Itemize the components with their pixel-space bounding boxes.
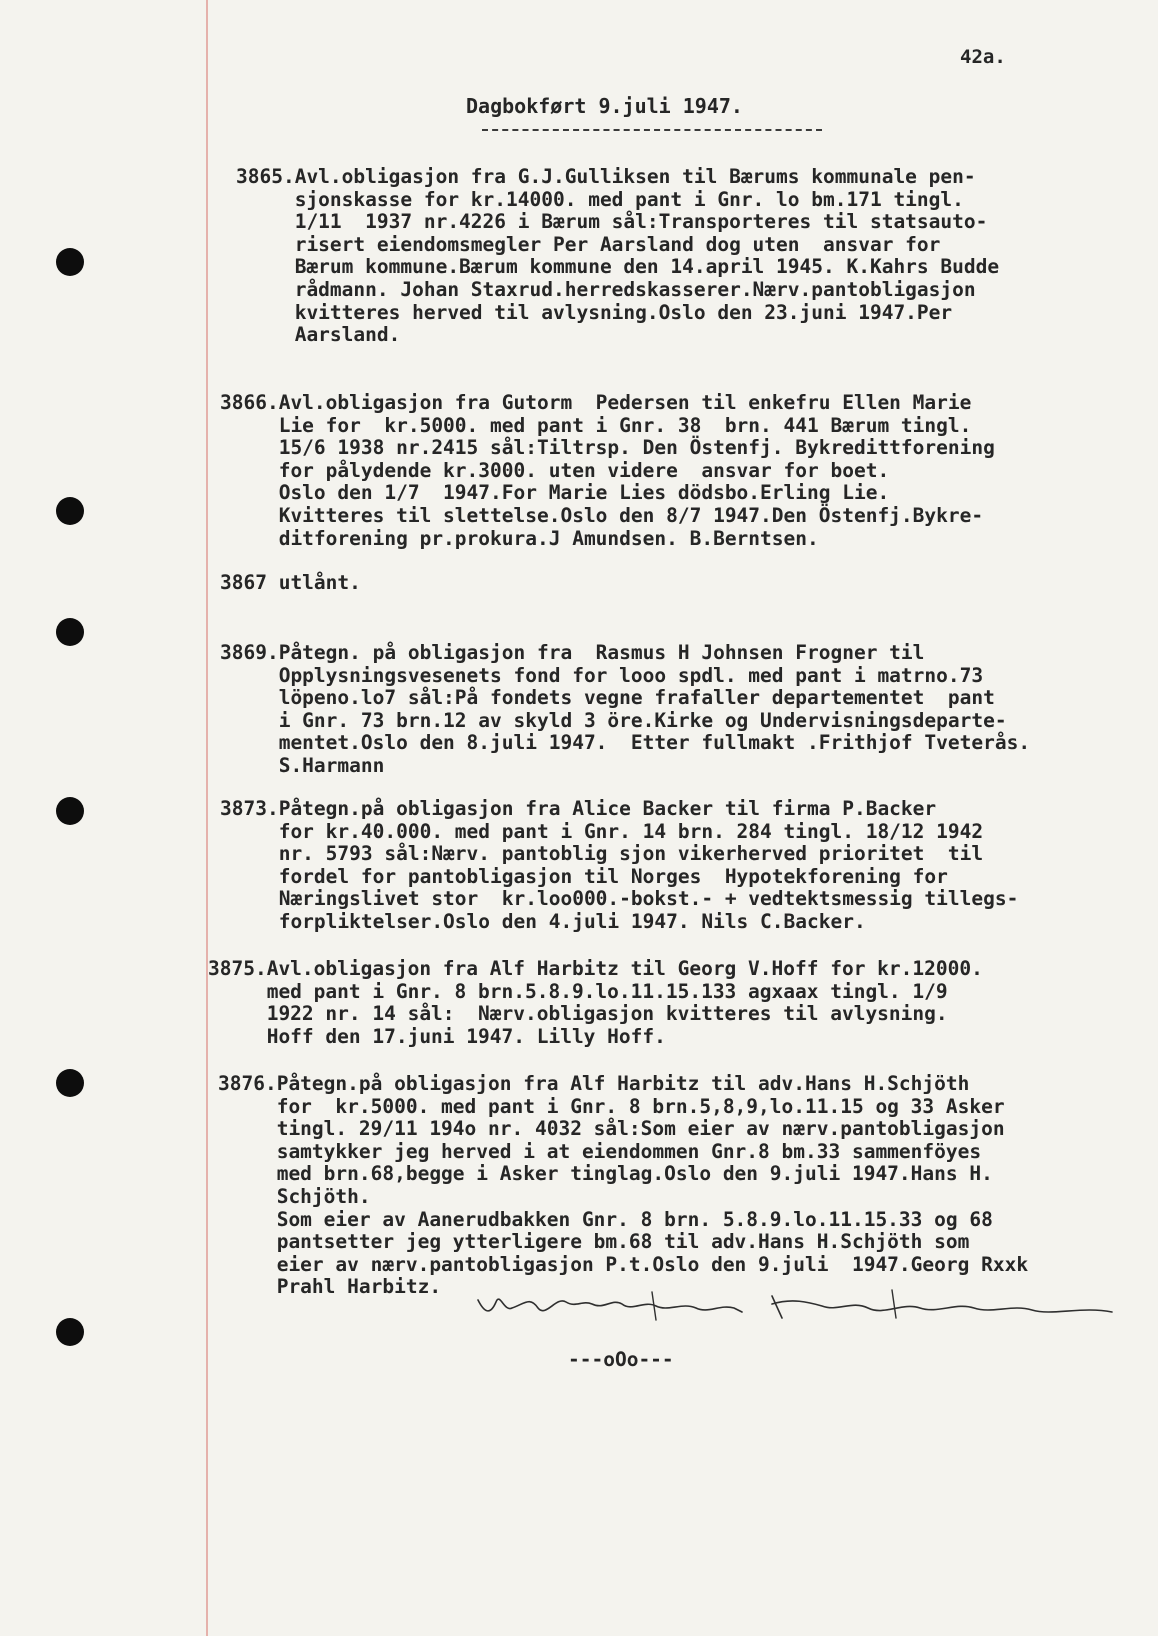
entry-3865 — [236, 166, 999, 347]
entry-line: Prahl Harbitz. — [218, 1275, 442, 1299]
entry-line: kvitteres herved til avlysning.Oslo den 23.juni 1947.Per — [236, 300, 953, 324]
binder-hole — [56, 1318, 84, 1346]
page-number: 42a. — [960, 46, 1006, 68]
entry-3876 — [218, 1073, 1028, 1299]
binder-hole — [56, 618, 84, 646]
entry-line: for kr.5000. med pant i Gnr. 8 brn.5,8,9,lo.11.15 og 33 Asker — [218, 1094, 1005, 1118]
entry-line: Hoff den 17.juni 1947. Lilly Hoff. — [208, 1024, 666, 1048]
entry-line: 3866.Avl.obligasjon fra Gutorm Pedersen til enkefru Ellen Marie — [220, 391, 972, 414]
entry-line: for pålydende kr.3000. uten videre ansvar for boet. — [220, 458, 890, 482]
entry-line: forpliktelser.Oslo den 4.juli 1947. Nils C.Backer. — [220, 909, 866, 933]
entry-line: 3873.Påtegn.på obligasjon fra Alice Backer til firma P.Backer — [220, 797, 937, 820]
title-underline — [482, 129, 822, 131]
binder-hole — [56, 248, 84, 276]
entry-line: 3865.Avl.obligasjon fra G.J.Gulliksen til Bærums kommunale pen- — [236, 165, 976, 188]
entry-line: i Gnr. 73 brn.12 av skyld 3 öre.Kirke og Undervisningsdeparte- — [220, 708, 1007, 732]
entry-line: Lie for kr.5000. med pant i Gnr. 38 brn. 441 Bærum tingl. — [220, 413, 972, 437]
entry-line: Oslo den 1/7 1947.For Marie Lies dödsbo.Erling Lie. — [220, 481, 890, 505]
entry-line: 3869.Påtegn. på obligasjon fra Rasmus H Johnsen Frogner til — [220, 641, 925, 664]
page-title: Dagbokført 9.juli 1947. — [466, 94, 743, 118]
entry-line: tingl. 29/11 194o nr. 4032 sål:Som eier av nærv.pantobligasjon — [218, 1117, 1005, 1141]
entry-3873 — [220, 798, 1018, 934]
entry-line: 1/11 1937 nr.4226 i Bærum sål:Transporteres til statsauto- — [236, 210, 988, 234]
entry-line: Næringslivet stor kr.loo000.-bokst.- + vedtektsmessig tillegs- — [220, 887, 1019, 911]
entry-line: 1922 nr. 14 sål: Nærv.obligasjon kvitteres til avlysning. — [208, 1002, 948, 1026]
entry-line: med brn.68,begge i Asker tinglag.Oslo den 9.juli 1947.Hans H. — [218, 1162, 993, 1186]
entry-line: mentet.Oslo den 8.juli 1947. Etter fullmakt .Frithjof Tveterås. — [220, 731, 1031, 755]
binder-hole — [56, 797, 84, 825]
entry-line: S.Harmann — [220, 753, 385, 777]
entry-line: 15/6 1938 nr.2415 sål:Tiltrsp. Den Östenfj. Bykredittforening — [220, 436, 995, 460]
margin-rule — [206, 0, 208, 1636]
entry-line: fordel for pantobligasjon til Norges Hypotekforening for — [220, 864, 948, 888]
entry-line: risert eiendomsmegler Per Aarsland dog uten ansvar for — [236, 232, 941, 256]
closing-mark: ---oOo--- — [568, 1348, 674, 1371]
entry-line: med pant i Gnr. 8 brn.5.8.9.lo.11.15.133 agxaax tingl. 1/9 — [208, 979, 948, 1003]
entry-3867 — [220, 572, 361, 595]
entry-3875 — [208, 958, 983, 1048]
entry-line: samtykker jeg herved i at eiendommen Gnr.8 bm.33 sammenföyes — [218, 1139, 982, 1163]
entry-3866 — [220, 392, 995, 550]
binder-hole — [56, 497, 84, 525]
entry-line: löpeno.lo7 sål:På fondets vegne frafaller departementet pant — [220, 686, 995, 710]
handwritten-signature — [472, 1278, 1132, 1338]
binder-hole — [56, 1069, 84, 1097]
entry-line: eier av nærv.pantobligasjon P.t.Oslo den 9.juli 1947.Georg Rxxk — [218, 1252, 1029, 1276]
entry-line: Kvitteres til slettelse.Oslo den 8/7 1947.Den Östenfj.Bykre- — [220, 503, 984, 527]
entry-line: Schjöth. — [218, 1184, 371, 1208]
entry-line: 3867 utlånt. — [220, 571, 361, 594]
entry-line: ditforening pr.prokura.J Amundsen. B.Berntsen. — [220, 526, 819, 550]
entry-line: 3876.Påtegn.på obligasjon fra Alf Harbitz til adv.Hans H.Schjöth — [218, 1072, 970, 1095]
entry-3869 — [220, 642, 1030, 778]
entry-line: Aarsland. — [236, 323, 401, 347]
entry-line: 3875.Avl.obligasjon fra Alf Harbitz til Georg V.Hoff for kr.12000. — [208, 957, 983, 980]
entry-line: Som eier av Aanerudbakken Gnr. 8 brn. 5.8.9.lo.11.15.33 og 68 — [218, 1207, 993, 1231]
entry-line: rådmann. Johan Staxrud.herredskasserer.Nærv.pantobligasjon — [236, 277, 976, 301]
entry-line: Bærum kommune.Bærum kommune den 14.april 1945. K.Kahrs Budde — [236, 255, 1000, 279]
entry-line: for kr.40.000. med pant i Gnr. 14 brn. 284 tingl. 18/12 1942 — [220, 819, 984, 843]
entry-line: nr. 5793 sål:Nærv. pantoblig sjon vikerherved prioritet til — [220, 842, 984, 866]
entry-line: sjonskasse for kr.14000. med pant i Gnr. lo bm.171 tingl. — [236, 187, 964, 211]
entry-line: pantsetter jeg ytterligere bm.68 til adv.Hans H.Schjöth som — [218, 1230, 970, 1254]
entry-line: Opplysningsvesenets fond for looo spdl. med pant i matrno.73 — [220, 663, 984, 687]
